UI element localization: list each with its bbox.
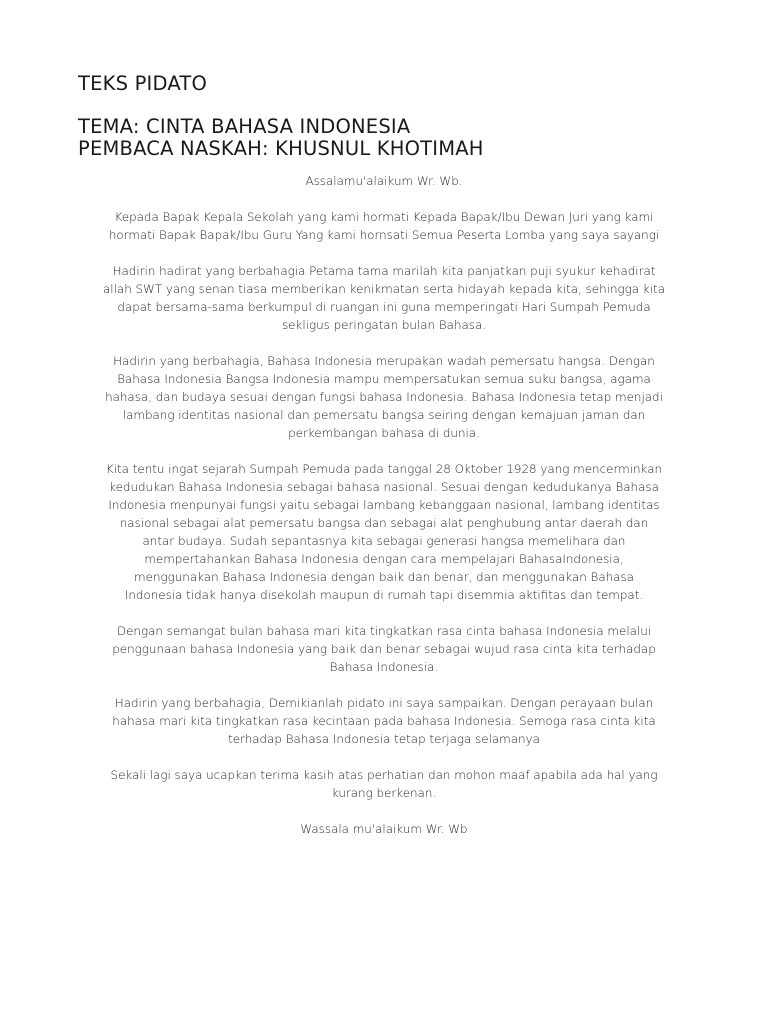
text-line: hormati Bapak Bapak/Ibu Guru Yang kami hornsati Semua Peserta Lomba yang saya sayangi — [108, 228, 660, 242]
closing-thanks — [74, 766, 694, 802]
text-line: menggunakan Bahasa Indonesia dengan baik dan benar, dan menggunakan Bahasa — [134, 570, 634, 584]
speech-theme: TEMA: CINTA BAHASA INDONESIA — [78, 115, 411, 138]
text-line: Dengan semangat bulan bahasa mari kita tingkatkan rasa cinta bahasa Indonesia melalui — [116, 624, 652, 638]
text-line: nasional sebagai alat pemersatu bangsa dan sebagai alat penghubung antar daerah dan — [119, 516, 649, 530]
text-line: hahasa, dan budaya sesuai dengan fungsi bahasa Indonesia. Bahasa Indonesia tetap menjadi — [105, 390, 663, 404]
text-line: Hadirin yang berbahagia, Demikianlah pidato ini saya sampaikan. Dengan perayaan bulan — [114, 696, 654, 710]
salutation — [74, 208, 694, 244]
paragraph — [74, 622, 694, 676]
text-line: kurang berkenan. — [331, 786, 437, 800]
text-line: Kita tentu ingat sejarah Sumpah Pemuda pada tanggal 28 Oktober 1928 yang mencerminkan — [105, 462, 663, 476]
document-title: TEKS PIDATO — [78, 72, 208, 95]
paragraph — [74, 694, 694, 748]
text-line: Bahasa Indonesia Bangsa Indonesia mampu mempersatukan semua suku bangsa, agama — [117, 372, 651, 386]
text-line: allah SWT yang senan tiasa memberikan kenikmatan serta hidayah kepada kita, sehingga kita — [103, 282, 665, 296]
text-line: dapat bersama-sama berkumpul di ruangan ini guna memperingati Hari Sumpah Pemuda — [117, 300, 651, 314]
text-line: Bahasa Indonesia. — [329, 660, 439, 674]
speech-body — [74, 172, 694, 856]
text-line: Hadirin yang berbahagia, Bahasa Indonesia merupakan wadah pemersatu hangsa. Dengan — [113, 354, 655, 368]
text-line: antar budaya. Sudah sepantasnya kita sebagai generasi hangsa memelihara dan — [142, 534, 626, 548]
paragraph — [74, 262, 694, 334]
text-line: perkembangan bahasa di dunia. — [288, 426, 480, 440]
text-line: lambang identitas nasional dan pemersatu bangsa seiring dengan kemajuan jaman dan — [122, 408, 646, 422]
speech-reader: PEMBACA NASKAH: KHUSNUL KHOTIMAH — [78, 137, 484, 160]
text-line: Hadirin hadirat yang berbahagia Petama tama marilah kita panjatkan puji syukur kehadirat — [112, 264, 656, 278]
paragraph — [74, 460, 694, 604]
closing-greeting — [74, 820, 694, 838]
text-line: kedudukan Bahasa Indonesia sebagai bahasa nasional. Sesuai dengan kedudukanya Bahasa — [109, 480, 659, 494]
text-line: Indonesia menpunyai fungsi yaitu sebagai lambang kebanggaan nasional, lambang identitas — [108, 498, 660, 512]
greeting — [74, 172, 694, 190]
text-line: Kepada Bapak Kepala Sekolah yang kami hormati Kepada Bapak/Ibu Dewan Juri yang kami — [114, 210, 654, 224]
text-line: penggunaan bahasa Indonesia yang baik dan benar sebagai wujud rasa cinta kita terhadap — [112, 642, 656, 656]
text-line: Sekali lagi saya ucapkan terima kasih atas perhatian dan mohon maaf apabila ada hal yang — [110, 768, 658, 782]
paragraph — [74, 352, 694, 442]
text-line: sekligus peringatan bulan Bahasa. — [281, 318, 487, 332]
text-line: mempertahankan Bahasa Indonesia dengan cara mempelajari BahasaIndonesia, — [144, 552, 624, 566]
text-line: Assalamu'alaikum Wr. Wb. — [305, 174, 463, 188]
text-line: terhadap Bahasa Indonesia tetap terjaga selamanya — [228, 732, 540, 746]
text-line: Wassala mu'alaikum Wr. Wb — [300, 822, 468, 836]
text-line: Indonesia tidak hanya disekolah maupun di rumah tapi disemmia aktifitas dan tempat. — [124, 588, 644, 602]
text-line: hahasa mari kita tingkatkan rasa kecintaan pada bahasa Indonesia. Semoga rasa cinta kita — [112, 714, 656, 728]
